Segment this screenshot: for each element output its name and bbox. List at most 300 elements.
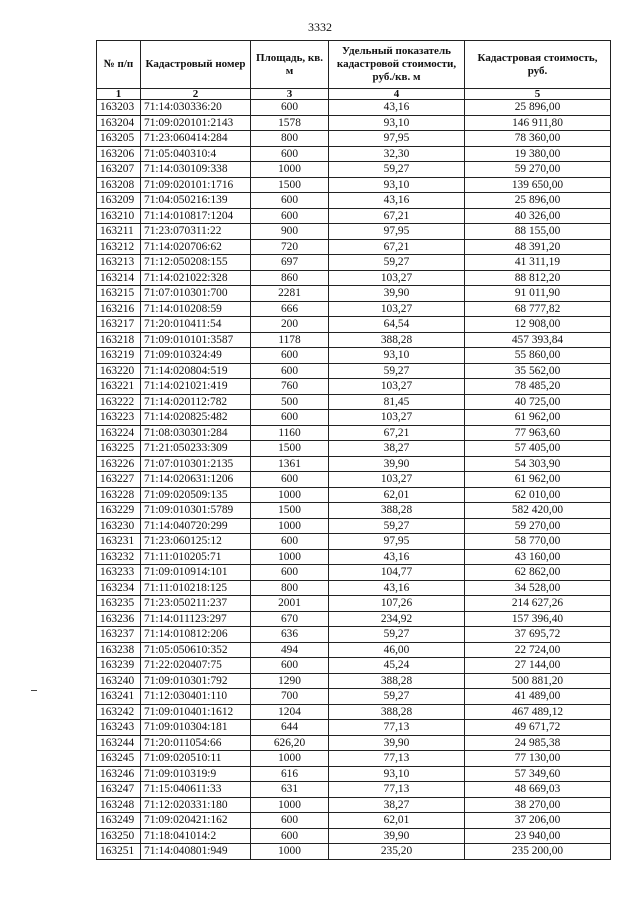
row-number-cell: 163212 — [97, 239, 141, 255]
cadastral-value-cell: 78 360,00 — [465, 131, 611, 147]
row-number-cell: 163227 — [97, 472, 141, 488]
cadastral-value-cell: 500 881,20 — [465, 673, 611, 689]
row-number-cell: 163205 — [97, 131, 141, 147]
cadastral-number-cell: 71:14:030109:338 — [141, 162, 251, 178]
area-cell: 666 — [251, 301, 329, 317]
cadastral-value-cell: 77 130,00 — [465, 751, 611, 767]
row-number-cell: 163241 — [97, 689, 141, 705]
table-row — [97, 286, 611, 302]
column-number: 5 — [465, 89, 611, 100]
row-number-cell: 163221 — [97, 379, 141, 395]
area-cell: 600 — [251, 363, 329, 379]
cadastral-value-cell: 59 270,00 — [465, 162, 611, 178]
unit-value-cell: 93,10 — [329, 177, 465, 193]
unit-value-cell: 81,45 — [329, 394, 465, 410]
unit-value-cell: 59,27 — [329, 363, 465, 379]
header-area: Площадь, кв. м — [251, 41, 329, 89]
unit-value-cell: 64,54 — [329, 317, 465, 333]
table-row — [97, 797, 611, 813]
unit-value-cell: 46,00 — [329, 642, 465, 658]
row-number-cell: 163238 — [97, 642, 141, 658]
area-cell: 1000 — [251, 797, 329, 813]
table-row — [97, 673, 611, 689]
row-number-cell: 163206 — [97, 146, 141, 162]
cadastral-number-cell: 71:09:020510:11 — [141, 751, 251, 767]
table-row — [97, 100, 611, 116]
table-row — [97, 115, 611, 131]
unit-value-cell: 67,21 — [329, 208, 465, 224]
area-cell: 631 — [251, 782, 329, 798]
area-cell: 1178 — [251, 332, 329, 348]
row-number-cell: 163233 — [97, 565, 141, 581]
unit-value-cell: 388,28 — [329, 673, 465, 689]
unit-value-cell: 59,27 — [329, 627, 465, 643]
area-cell: 1500 — [251, 177, 329, 193]
row-number-cell: 163235 — [97, 596, 141, 612]
cadastral-number-cell: 71:09:020509:135 — [141, 487, 251, 503]
table-row — [97, 813, 611, 829]
unit-value-cell: 38,27 — [329, 797, 465, 813]
unit-value-cell: 59,27 — [329, 689, 465, 705]
cadastral-value-cell: 58 770,00 — [465, 534, 611, 550]
area-cell: 1160 — [251, 425, 329, 441]
area-cell: 697 — [251, 255, 329, 271]
table-row — [97, 534, 611, 550]
cadastral-value-cell: 38 270,00 — [465, 797, 611, 813]
area-cell: 600 — [251, 534, 329, 550]
cadastral-number-cell: 71:14:020706:62 — [141, 239, 251, 255]
table-row — [97, 596, 611, 612]
area-cell: 1500 — [251, 503, 329, 519]
area-cell: 626,20 — [251, 735, 329, 751]
area-cell: 1361 — [251, 456, 329, 472]
cadastral-number-cell: 71:14:020804:519 — [141, 363, 251, 379]
area-cell: 500 — [251, 394, 329, 410]
cadastral-value-cell: 61 962,00 — [465, 410, 611, 426]
row-number-cell: 163243 — [97, 720, 141, 736]
cadastral-number-cell: 71:08:030301:284 — [141, 425, 251, 441]
column-number: 2 — [141, 89, 251, 100]
cadastral-number-cell: 71:14:021021:419 — [141, 379, 251, 395]
table-row — [97, 441, 611, 457]
cadastral-number-cell: 71:05:040310:4 — [141, 146, 251, 162]
cadastral-number-cell: 71:21:050233:309 — [141, 441, 251, 457]
column-numbers-row — [97, 89, 611, 100]
unit-value-cell: 62,01 — [329, 813, 465, 829]
unit-value-cell: 103,27 — [329, 301, 465, 317]
unit-value-cell: 77,13 — [329, 782, 465, 798]
table-row — [97, 704, 611, 720]
table-row — [97, 689, 611, 705]
area-cell: 2001 — [251, 596, 329, 612]
cadastral-number-cell: 71:05:050610:352 — [141, 642, 251, 658]
cadastral-value-cell: 23 940,00 — [465, 828, 611, 844]
table-row — [97, 425, 611, 441]
area-cell: 1204 — [251, 704, 329, 720]
table-row — [97, 580, 611, 596]
table-row — [97, 270, 611, 286]
cadastral-number-cell: 71:11:010205:71 — [141, 549, 251, 565]
row-number-cell: 163230 — [97, 518, 141, 534]
cadastral-value-cell: 41 489,00 — [465, 689, 611, 705]
cadastral-number-cell: 71:09:020101:2143 — [141, 115, 251, 131]
area-cell: 200 — [251, 317, 329, 333]
cadastral-number-cell: 71:14:010812:206 — [141, 627, 251, 643]
area-cell: 2281 — [251, 286, 329, 302]
area-cell: 700 — [251, 689, 329, 705]
row-number-cell: 163249 — [97, 813, 141, 829]
cadastral-value-cell: 27 144,00 — [465, 658, 611, 674]
row-number-cell: 163244 — [97, 735, 141, 751]
row-number-cell: 163203 — [97, 100, 141, 116]
table-row — [97, 394, 611, 410]
cadastral-value-cell: 235 200,00 — [465, 844, 611, 860]
table-row — [97, 456, 611, 472]
unit-value-cell: 388,28 — [329, 503, 465, 519]
area-cell: 600 — [251, 472, 329, 488]
cadastral-number-cell: 71:18:041014:2 — [141, 828, 251, 844]
cadastral-value-cell: 25 896,00 — [465, 193, 611, 209]
table-row — [97, 828, 611, 844]
row-number-cell: 163204 — [97, 115, 141, 131]
row-number-cell: 163208 — [97, 177, 141, 193]
cadastral-number-cell: 71:14:020112:782 — [141, 394, 251, 410]
row-number-cell: 163236 — [97, 611, 141, 627]
area-cell: 1578 — [251, 115, 329, 131]
header-cadastral-value: Кадастровая стоимость, руб. — [465, 41, 611, 89]
cadastral-value-cell: 61 962,00 — [465, 472, 611, 488]
cadastral-value-cell: 77 963,60 — [465, 425, 611, 441]
area-cell: 1000 — [251, 844, 329, 860]
cadastral-value-cell: 24 985,38 — [465, 735, 611, 751]
unit-value-cell: 97,95 — [329, 131, 465, 147]
table-row — [97, 565, 611, 581]
row-number-cell: 163232 — [97, 549, 141, 565]
cadastral-value-cell: 25 896,00 — [465, 100, 611, 116]
cadastral-value-cell: 57 349,60 — [465, 766, 611, 782]
unit-value-cell: 67,21 — [329, 425, 465, 441]
area-cell: 600 — [251, 348, 329, 364]
unit-value-cell: 39,90 — [329, 456, 465, 472]
column-number: 3 — [251, 89, 329, 100]
area-cell: 1000 — [251, 487, 329, 503]
cadastral-value-cell: 34 528,00 — [465, 580, 611, 596]
row-number-cell: 163213 — [97, 255, 141, 271]
cadastral-value-cell: 457 393,84 — [465, 332, 611, 348]
row-number-cell: 163219 — [97, 348, 141, 364]
cadastral-number-cell: 71:14:020631:1206 — [141, 472, 251, 488]
unit-value-cell: 103,27 — [329, 472, 465, 488]
unit-value-cell: 388,28 — [329, 704, 465, 720]
cadastral-value-cell: 214 627,26 — [465, 596, 611, 612]
unit-value-cell: 107,26 — [329, 596, 465, 612]
table-row — [97, 611, 611, 627]
unit-value-cell: 77,13 — [329, 720, 465, 736]
table-row — [97, 239, 611, 255]
row-number-cell: 163234 — [97, 580, 141, 596]
cadastral-value-cell: 59 270,00 — [465, 518, 611, 534]
area-cell: 670 — [251, 611, 329, 627]
cadastral-number-cell: 71:09:010304:181 — [141, 720, 251, 736]
area-cell: 616 — [251, 766, 329, 782]
cadastral-number-cell: 71:09:020101:1716 — [141, 177, 251, 193]
header-cadastral-number: Кадастровый номер — [141, 41, 251, 89]
cadastral-number-cell: 71:14:040720:299 — [141, 518, 251, 534]
cadastral-value-cell: 68 777,82 — [465, 301, 611, 317]
cadastral-value-cell: 139 650,00 — [465, 177, 611, 193]
margin-mark — [31, 690, 37, 691]
cadastral-value-cell: 88 812,20 — [465, 270, 611, 286]
row-number-cell: 163210 — [97, 208, 141, 224]
header-number: № п/п — [97, 41, 141, 89]
row-number-cell: 163225 — [97, 441, 141, 457]
table-row — [97, 503, 611, 519]
cadastral-number-cell: 71:23:070311:22 — [141, 224, 251, 240]
cadastral-value-cell: 54 303,90 — [465, 456, 611, 472]
unit-value-cell: 39,90 — [329, 286, 465, 302]
unit-value-cell: 59,27 — [329, 255, 465, 271]
unit-value-cell: 43,16 — [329, 100, 465, 116]
cadastral-number-cell: 71:20:010411:54 — [141, 317, 251, 333]
row-number-cell: 163226 — [97, 456, 141, 472]
area-cell: 600 — [251, 813, 329, 829]
unit-value-cell: 93,10 — [329, 348, 465, 364]
unit-value-cell: 67,21 — [329, 239, 465, 255]
table-row — [97, 720, 611, 736]
table-body — [97, 100, 611, 860]
row-number-cell: 163214 — [97, 270, 141, 286]
unit-value-cell: 388,28 — [329, 332, 465, 348]
table-row — [97, 131, 611, 147]
unit-value-cell: 77,13 — [329, 751, 465, 767]
cadastral-value-cell: 40 725,00 — [465, 394, 611, 410]
cadastral-value-cell: 157 396,40 — [465, 611, 611, 627]
cadastral-number-cell: 71:09:010301:5789 — [141, 503, 251, 519]
row-number-cell: 163224 — [97, 425, 141, 441]
row-number-cell: 163245 — [97, 751, 141, 767]
area-cell: 600 — [251, 100, 329, 116]
table-row — [97, 642, 611, 658]
cadastral-number-cell: 71:23:060125:12 — [141, 534, 251, 550]
unit-value-cell: 103,27 — [329, 410, 465, 426]
area-cell: 800 — [251, 131, 329, 147]
table-row — [97, 735, 611, 751]
cadastral-number-cell: 71:12:030401:110 — [141, 689, 251, 705]
row-number-cell: 163239 — [97, 658, 141, 674]
cadastral-value-cell: 88 155,00 — [465, 224, 611, 240]
cadastral-number-cell: 71:12:020331:180 — [141, 797, 251, 813]
table-row — [97, 162, 611, 178]
cadastral-number-cell: 71:12:050208:155 — [141, 255, 251, 271]
row-number-cell: 163228 — [97, 487, 141, 503]
cadastral-number-cell: 71:23:060414:284 — [141, 131, 251, 147]
area-cell: 600 — [251, 208, 329, 224]
cadastral-number-cell: 71:09:010401:1612 — [141, 704, 251, 720]
unit-value-cell: 93,10 — [329, 766, 465, 782]
cadastral-value-cell: 62 010,00 — [465, 487, 611, 503]
cadastral-value-cell: 22 724,00 — [465, 642, 611, 658]
header-row — [97, 41, 611, 89]
area-cell: 860 — [251, 270, 329, 286]
area-cell: 720 — [251, 239, 329, 255]
cadastral-number-cell: 71:14:011123:297 — [141, 611, 251, 627]
row-number-cell: 163251 — [97, 844, 141, 860]
cadastral-value-cell: 55 860,00 — [465, 348, 611, 364]
table-row — [97, 146, 611, 162]
column-number: 4 — [329, 89, 465, 100]
cadastral-value-cell: 91 011,90 — [465, 286, 611, 302]
unit-value-cell: 43,16 — [329, 580, 465, 596]
area-cell: 600 — [251, 193, 329, 209]
table-row — [97, 472, 611, 488]
row-number-cell: 163246 — [97, 766, 141, 782]
area-cell: 600 — [251, 565, 329, 581]
table-row — [97, 518, 611, 534]
row-number-cell: 163209 — [97, 193, 141, 209]
area-cell: 600 — [251, 146, 329, 162]
table-row — [97, 379, 611, 395]
row-number-cell: 163223 — [97, 410, 141, 426]
unit-value-cell: 234,92 — [329, 611, 465, 627]
table-row — [97, 751, 611, 767]
unit-value-cell: 59,27 — [329, 162, 465, 178]
cadastral-value-cell: 19 380,00 — [465, 146, 611, 162]
row-number-cell: 163215 — [97, 286, 141, 302]
unit-value-cell: 62,01 — [329, 487, 465, 503]
table-row — [97, 348, 611, 364]
row-number-cell: 163222 — [97, 394, 141, 410]
unit-value-cell: 103,27 — [329, 270, 465, 286]
area-cell: 760 — [251, 379, 329, 395]
area-cell: 800 — [251, 580, 329, 596]
area-cell: 494 — [251, 642, 329, 658]
table-row — [97, 332, 611, 348]
table-row — [97, 317, 611, 333]
cadastral-number-cell: 71:14:010208:59 — [141, 301, 251, 317]
table-row — [97, 549, 611, 565]
unit-value-cell: 32,30 — [329, 146, 465, 162]
table-row — [97, 177, 611, 193]
table-row — [97, 224, 611, 240]
row-number-cell: 163231 — [97, 534, 141, 550]
area-cell: 644 — [251, 720, 329, 736]
header-unit-value: Удельный показатель кадастровой стоимости, руб./кв. м — [329, 41, 465, 89]
cadastral-number-cell: 71:14:010817:1204 — [141, 208, 251, 224]
cadastral-value-cell: 37 206,00 — [465, 813, 611, 829]
cadastral-value-cell: 41 311,19 — [465, 255, 611, 271]
cadastral-value-cell: 146 911,80 — [465, 115, 611, 131]
area-cell: 600 — [251, 828, 329, 844]
row-number-cell: 163229 — [97, 503, 141, 519]
cadastral-value-cell: 35 562,00 — [465, 363, 611, 379]
unit-value-cell: 235,20 — [329, 844, 465, 860]
cadastral-value-cell: 12 908,00 — [465, 317, 611, 333]
row-number-cell: 163242 — [97, 704, 141, 720]
area-cell: 636 — [251, 627, 329, 643]
cadastral-value-cell: 582 420,00 — [465, 503, 611, 519]
table-row — [97, 844, 611, 860]
unit-value-cell: 97,95 — [329, 534, 465, 550]
row-number-cell: 163217 — [97, 317, 141, 333]
area-cell: 1000 — [251, 162, 329, 178]
unit-value-cell: 103,27 — [329, 379, 465, 395]
row-number-cell: 163248 — [97, 797, 141, 813]
row-number-cell: 163247 — [97, 782, 141, 798]
row-number-cell: 163216 — [97, 301, 141, 317]
row-number-cell: 163207 — [97, 162, 141, 178]
cadastral-number-cell: 71:09:010324:49 — [141, 348, 251, 364]
cadastral-value-cell: 62 862,00 — [465, 565, 611, 581]
table-row — [97, 410, 611, 426]
cadastral-number-cell: 71:09:010914:101 — [141, 565, 251, 581]
cadastral-value-cell: 57 405,00 — [465, 441, 611, 457]
cadastral-number-cell: 71:14:030336:20 — [141, 100, 251, 116]
cadastral-value-cell: 78 485,20 — [465, 379, 611, 395]
cadastral-number-cell: 71:22:020407:75 — [141, 658, 251, 674]
cadastral-number-cell: 71:14:040801:949 — [141, 844, 251, 860]
cadastral-number-cell: 71:23:050211:237 — [141, 596, 251, 612]
cadastral-table — [96, 40, 611, 860]
table-row — [97, 658, 611, 674]
cadastral-number-cell: 71:09:010101:3587 — [141, 332, 251, 348]
page-number: 3332 — [308, 20, 332, 34]
area-cell: 1000 — [251, 751, 329, 767]
unit-value-cell: 59,27 — [329, 518, 465, 534]
cadastral-value-cell: 49 671,72 — [465, 720, 611, 736]
area-cell: 1000 — [251, 518, 329, 534]
row-number-cell: 163211 — [97, 224, 141, 240]
table-row — [97, 766, 611, 782]
table-row — [97, 255, 611, 271]
row-number-cell: 163220 — [97, 363, 141, 379]
column-number: 1 — [97, 89, 141, 100]
unit-value-cell: 97,95 — [329, 224, 465, 240]
area-cell: 1500 — [251, 441, 329, 457]
table-row — [97, 208, 611, 224]
row-number-cell: 163250 — [97, 828, 141, 844]
unit-value-cell: 43,16 — [329, 193, 465, 209]
cadastral-value-cell: 40 326,00 — [465, 208, 611, 224]
row-number-cell: 163237 — [97, 627, 141, 643]
unit-value-cell: 39,90 — [329, 735, 465, 751]
row-number-cell: 163240 — [97, 673, 141, 689]
area-cell: 1000 — [251, 549, 329, 565]
cadastral-value-cell: 48 391,20 — [465, 239, 611, 255]
cadastral-number-cell: 71:11:010218:125 — [141, 580, 251, 596]
area-cell: 1290 — [251, 673, 329, 689]
cadastral-number-cell: 71:04:050216:139 — [141, 193, 251, 209]
table-row — [97, 193, 611, 209]
cadastral-value-cell: 48 669,03 — [465, 782, 611, 798]
cadastral-value-cell: 467 489,12 — [465, 704, 611, 720]
cadastral-number-cell: 71:20:011054:66 — [141, 735, 251, 751]
row-number-cell: 163218 — [97, 332, 141, 348]
unit-value-cell: 104,77 — [329, 565, 465, 581]
unit-value-cell: 45,24 — [329, 658, 465, 674]
cadastral-value-cell: 37 695,72 — [465, 627, 611, 643]
cadastral-number-cell: 71:14:021022:328 — [141, 270, 251, 286]
table-row — [97, 363, 611, 379]
cadastral-number-cell: 71:07:010301:2135 — [141, 456, 251, 472]
area-cell: 900 — [251, 224, 329, 240]
cadastral-number-cell: 71:09:010319:9 — [141, 766, 251, 782]
area-cell: 600 — [251, 658, 329, 674]
cadastral-number-cell: 71:07:010301:700 — [141, 286, 251, 302]
unit-value-cell: 38,27 — [329, 441, 465, 457]
cadastral-number-cell: 71:09:010301:792 — [141, 673, 251, 689]
cadastral-number-cell: 71:09:020421:162 — [141, 813, 251, 829]
unit-value-cell: 43,16 — [329, 549, 465, 565]
